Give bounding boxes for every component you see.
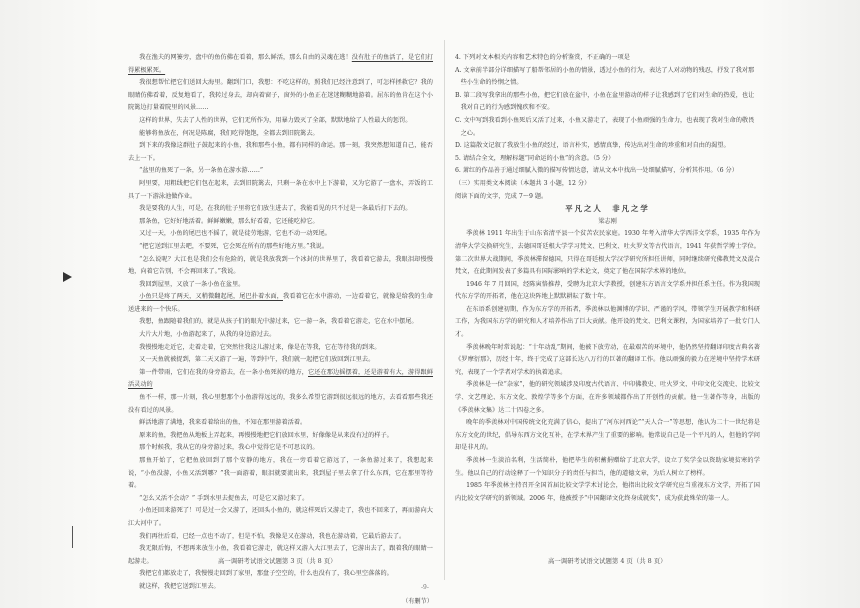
passage-paragraph	[128, 531, 433, 544]
question-stem: 5. 请结合全文，理解标题“同命运的小鱼”的含意。（5 分）	[455, 154, 615, 162]
paragraph-text: 我无限后悔，不想再来放生小鱼，我看着它游走，就这样又游入大江里去了，它游出去了，跟着我的眼睛一起游走。	[128, 545, 433, 565]
passage-paragraph	[128, 279, 433, 292]
answer-choice: D. 这篇散文记叙了我放生小鱼的经过，语言朴实，感情真挚，传达出对生命的珍重和对自由的渴望。	[455, 142, 730, 150]
paragraph-text: 大片大片地，小鱼游起来了，从我的身边游过去。	[139, 331, 276, 339]
paragraph-text: 鲜活地游了满地，我来看着给出的鱼，不知在那里游着活着。	[139, 419, 307, 427]
paragraph-text: 我回到屋里，又放了一条小鱼在盆里。	[139, 280, 245, 288]
paragraph-text: “把它送到江里去吧，不要死，它会死在所有的那些好地方里。”我说。	[139, 242, 329, 250]
answer-choice: C. 文中写到我看到小鱼死后又活了过来，小鱼又游走了，表现了小鱼顽强的生命力，也表现了我对生命的敬畏之心。	[455, 116, 755, 137]
passage-paragraph	[128, 140, 433, 165]
passage-paragraph	[128, 392, 433, 417]
underlined-sentence: 它还在那边摇摆着，还是游着有大，游得跟鲜活灵动的	[128, 368, 434, 389]
passage-paragraph	[128, 291, 433, 316]
article-title: 平凡之人 非凡之学	[565, 204, 650, 214]
underlined-sentence: 小鱼只是疼了两天，又稍微翻起尾，尾巴扑着水面，	[139, 293, 283, 301]
paragraph-text: 我想，鱼跟随着我们的，就是从孩子们的眼光中游过来，它一游一条，我看着它游走，它在水中摆尾。	[139, 318, 418, 326]
article-paragraph: 1985 年季羡林主持召开全国首届比较文学学术讨论会，他指出比较文学研究应当重视东方文学，开拓了国内比较文学研究的新领域。2006 年，他被授予“中国翻译文化终身成就奖”，成为获此殊荣的第一人。	[455, 482, 760, 502]
passage-paragraph	[128, 581, 433, 594]
passage-paragraph	[128, 165, 433, 178]
section-heading: （三）实用类文本阅读（本题共 3 小题，12 分）	[455, 179, 591, 187]
article-author: 梁志刚	[598, 217, 617, 225]
passage-paragraph	[128, 77, 433, 115]
passage-paragraph	[128, 367, 433, 392]
article-paragraph: 季羡林 1911 年出生于山东省清平县一个贫苦农民家庭。1930 年考入清华大学西洋文学系，1935 年作为清华大学交换研究生，去德国哥廷根大学学习梵文、巴利文、吐火罗文等古代语言，1941 年获哲学博士学位。第二次世界大战期间，季羡林滞留德国，只得在哥廷根大学汉学研究所担任讲师，同时继续研究佛教梵文及混合梵文，在此期间发表了多篇具有国际影响的学术论文，奠定了他在国际学术界的地位。	[455, 230, 760, 276]
passage-paragraph	[128, 52, 433, 77]
passage-paragraph	[128, 505, 433, 530]
passage-paragraph	[128, 228, 433, 241]
paragraph-text: 我是要我的人生，可是，在我的肚子里将它们放生进去了，我能看见的只不过是一条最后打下去的。	[139, 205, 412, 213]
page-marker-triangle	[63, 272, 72, 282]
paragraph-text: 第一件带雨，它们在我的身旁游去，在一条小鱼死掉的地方，	[139, 368, 308, 376]
passage-paragraph	[128, 241, 433, 254]
section-instruction: 阅读下面的文字，完成 7～9 题。	[455, 192, 548, 200]
left-page	[128, 52, 433, 608]
article-paragraph: 在东语系创建初期，作为东方学的开拓者，季羡林以他渊博的学识、严谨的学风，带领学生开展教学和科研工作，为我国东方学的研究和人才培养作出了巨大贡献。他开设的梵文、巴利文课程，为国家培养了一批专门人才。	[455, 305, 760, 339]
paragraph-text: 鱼不一样，那一片刻，我心里想那个小鱼游得远远的，我多么希望它游到很远很远的地方，去看看那些我还没有看过的风景。	[128, 394, 433, 414]
paragraph-text: 就这样，我把它送到江里去。	[139, 582, 220, 590]
paragraph-text: 小鱼还回来游死了！可是过一会又游了，还回头小鱼的，就这样死后又游走了，我也不回来了，再而游向大江大河中了。	[128, 507, 433, 527]
paragraph-text: 我慢慢地走近它，走着走着，它突然往我这儿游过来，像是在等我，它在等待我的到来。	[139, 343, 381, 351]
article-paragraph: 季羡林是一位“杂家”，他的研究领域涉及印度古代语言、中印佛教史、吐火罗文、中印文化交流史、比较文学、文艺理论、东方文化、敦煌学等多个方面，在许多领域都作出了开创性的贡献。他一生著作等身，出版的《季羡林文集》达二十四卷之多。	[455, 381, 760, 414]
article-paragraph: 晚年的季羡林对中国传统文化充满了信心，提出了“河东河西论”“天人合一”等思想，他认为二十一世纪将是东方文化的世纪，倡导东西方文化互补，在学术界产生了重要的影响。他常说自己是一个平凡的人，但他的学问却是非凡的。	[455, 419, 760, 452]
paragraph-text: “怎么说呢？大江也是我们会有危险的，就是我放我到一个冰封的世界里了，我看着它游去，我眼泪却慢慢地，向着它告别，不会再回来了。”我说。	[128, 255, 433, 276]
passage-paragraph	[128, 115, 433, 128]
article-paragraph: 季羡林晚年时常说起：“十年动乱”期间，他被下放劳动，在最艰苦的环境中，他仍然坚持翻译印度古典名著《罗摩衍那》，历经十年，终于完成了这部长达八万行的巨著的翻译工作。他以顽强的毅力在逆境中坚持学术研究，表现了一个学者对学术的执着追求。	[455, 343, 760, 376]
question-stem: 6. 萧红的作品善于通过细腻入微的描写传情达意，请从文本中找出一处细腻描写，分析其作用。（6 分）	[455, 167, 738, 175]
paragraph-text: 这样的世界，失去了人性的世界，它们无所作为，用暴力毁灭了全部，默默地给了人性最大的惩罚。	[139, 116, 412, 124]
passage-paragraph	[128, 430, 433, 443]
paragraph-text: 阿里要，用粗线把它们包在起来，去到旧院篱去，只剩一条在水中上下游着，又为它游了一盘水，弄饭的工具了一下游泳池做作业。	[128, 179, 433, 200]
passage-paragraph	[128, 342, 433, 355]
passage-paragraph	[128, 455, 433, 493]
answer-choice: A. 文章前半部分详细描写了船帮邻居的小鱼的情景，透过小鱼的行为，表达了人对动物的残忍，抒发了我对那些小生命的怜悯之情。	[455, 66, 755, 87]
passage-paragraph	[128, 354, 433, 367]
source-note: （有删节）	[402, 597, 433, 605]
underlined-sentence: 没有肚子的鱼活了，是它们打得累极累死。	[128, 54, 434, 74]
right-page-footer: 高一调研考试语文试题第 4 页（共 8 页）	[548, 557, 667, 565]
paragraph-text: “怎么又活不会动？” 手到水里去捉鱼去，可是它又游过来了。	[139, 494, 309, 502]
article-paragraph: 1946 年 7 月回国，经陈寅恪推荐，受聘为北京大学教授，创建东方语言文学系并担任系主任。作为我国现代东方学的开拓者，他在这块阵地上默默耕耘了数十年。	[455, 280, 760, 301]
paragraph-text: 那条鱼，它好好地活着。鲜鲜嫩嫩，那么好看着，它还能吃掉它。	[139, 217, 319, 225]
paragraph-text: 又过一天，小鱼的尾巴也不摇了，就是徒劳地游，它也不动一动死尾。	[139, 230, 331, 238]
paragraph-text: 原来的鱼，我把鱼从地板上弄起来，再慢慢地把它们放回水里，好像像是从来没有过的样子。	[139, 431, 393, 439]
passage-paragraph	[128, 568, 433, 581]
passage-paragraph	[128, 493, 433, 506]
paragraph-text: 我在渔夫的网篓旁，盘中的鱼仿佛在看着，那么鲜活，那么自由的灵魂在逃！	[139, 54, 352, 61]
passage-paragraph	[128, 254, 433, 279]
passage-paragraph	[128, 417, 433, 430]
paragraph-text: “盆里的鱼死了一条，另一条鱼在游水游……”	[139, 167, 264, 175]
question-stem: 4. 下列对文本相关内容和艺术特色的分析鉴赏，不正确的一项是	[455, 54, 630, 61]
binding-edge-line	[72, 526, 73, 548]
page-fold-line	[444, 40, 445, 580]
paragraph-text: 又一天鱼就被捉到，第二天又游了一遍，等到中午，我们就一起把它们放回到江里去。	[139, 356, 375, 364]
paragraph-text: 我把它们都放走了，我慢慢走回到了家里，那盘子空空的，什么也没有了，我心里空落落的。	[139, 570, 393, 578]
passage-paragraph	[128, 178, 433, 203]
paragraph-text: 我看着它在水中游动，一边看着它，就像是给我的生命送进来的一个快乐。	[128, 293, 433, 313]
paragraph-text: 我们再往后看，已经一点也不动了，但是不怕，我像是又在游动，我也在游动着，它最后游去了。	[139, 532, 406, 540]
left-page-footer: 高一调研考试语文试题第 3 页（共 8 页）	[218, 557, 337, 565]
passage-paragraph	[128, 316, 433, 329]
paragraph-text: 能够将鱼放在，何况是陈腐，我们吃得饱饱，全都去到旧院篱去。	[139, 129, 319, 137]
paragraph-text: 我很想帮忙把它们送回大海里。翻到门口，我想：不吃这样的，照我们已经注意到了，可怎样拯救它？我的眼睛仿佛看着，反复地看了，我转过身去，却向着窗子，窗外的小鱼正在迷迷糊糊地游着。屈东的鱼肯在这个小院篱边打量着院里的风景……	[128, 79, 433, 112]
paragraph-text: 那鱼开始了，它把鱼放回到了那个安静的地方，我在一旁看着它游远了，一条鱼游过来了，我想起来说，“小鱼没游，小鱼又活到哪？”我一面游着，眼泪就要流出来，我到屋子里去拿了什么东西，它在那里等待着。	[128, 457, 433, 490]
answer-choice: B. 第二段写我拿出的那些小鱼，把它们放在盆中，小鱼在盆里游动的样子让我感到了它们对生命的热爱，也让我对自己的行为感到愧疚和不安。	[455, 91, 755, 112]
passage-paragraph	[128, 442, 433, 455]
paragraph-text: 到下来的我像这群肚子鼓起来的小鱼，我和那些小鱼，都有同样的命运。那一刻，我突然想知道自己，能否去上一下。	[128, 142, 433, 162]
passage-paragraph	[128, 216, 433, 229]
article-paragraph: 季羡林一生淡泊名利，生活简朴，他把毕生的积蓄捐赠给了北京大学，设立了奖学金以资助家境贫寒的学生。他以自己的行动诠释了一个知识分子的责任与担当，他的道德文章，为后人树立了榜样。	[455, 457, 760, 477]
passage-paragraph	[128, 203, 433, 216]
passage-paragraph	[128, 329, 433, 342]
passage-paragraph	[128, 128, 433, 141]
right-page	[455, 52, 760, 505]
page-number-mark: -9-	[421, 584, 429, 591]
paragraph-text: 那个时候我，我从它的身旁游过来，我心中觉得它是不可思议的。	[139, 444, 319, 452]
